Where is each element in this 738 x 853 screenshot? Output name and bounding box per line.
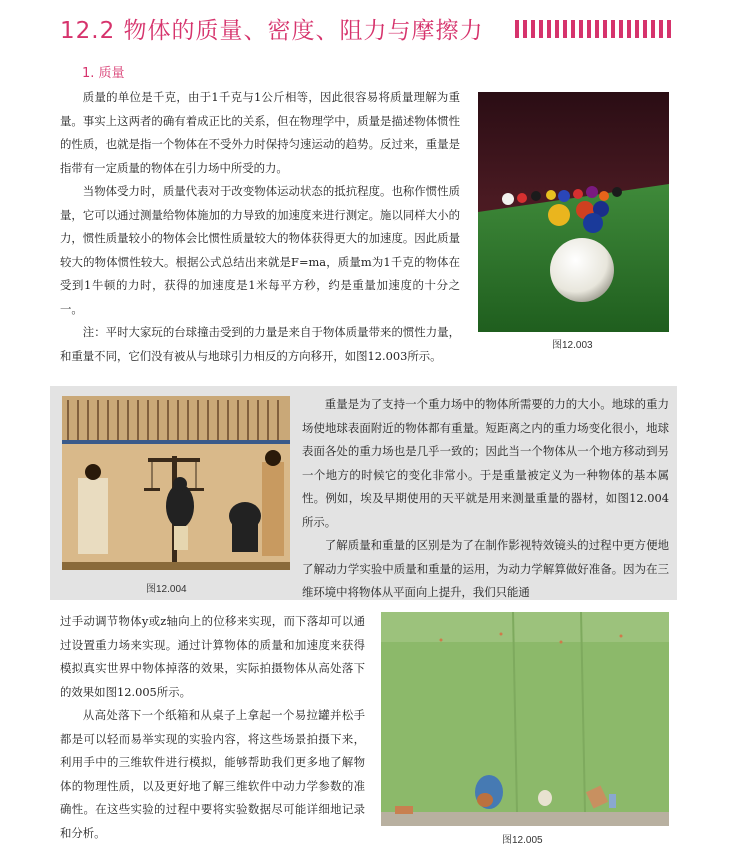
drop-test-illustration — [381, 612, 669, 826]
paragraph: 过手动调节物体y或z轴向上的位移来实现，而下落却可以通过设置重力场来实现。通过计算物体的质量和加速度来获得模拟真实世界中物体掉落的效果，实际拍摄物体从高处落下的效果如图12.005所示。 — [60, 614, 365, 699]
bottom-text-column — [60, 610, 365, 845]
title-decoration-bars — [515, 20, 675, 38]
billiards-illustration — [478, 92, 669, 332]
egyptian-papyrus-photo — [62, 396, 290, 570]
figure-caption: 图12.004 — [146, 584, 187, 595]
paragraph: 重量是为了支持一个重力场中的物体所需要的力的大小。地球的重力场使地球表面附近的物体都有重量。短距离之内的重力场变化很小，地球表面各处的重力场也是几乎一致的；因此当一个物体从一个地方移动到另一个地方的时候它的变化非常小。于是重量被定义为一种物体的基本属性。例如，埃及早期使用的天平就是用来测量重量的器材，如图12.004所示。 — [302, 397, 669, 529]
paragraph: 了解质量和重量的区别是为了在制作影视特效镜头的过程中更方便地了解动力学实验中质量和重量的运用，为动力学解算做好准备。因为在三维环境中将物体从平面向上提升，我们只能通 — [302, 538, 669, 599]
green-screen-photo — [381, 612, 669, 826]
egyptian-scale-illustration — [62, 396, 290, 570]
figure-caption: 图12.005 — [502, 835, 543, 846]
figure-caption: 图12.003 — [552, 340, 593, 351]
billiards-photo — [478, 92, 669, 332]
band-text-column — [302, 393, 669, 605]
paragraph: 注：平时大家玩的台球撞击受到的力量是来自于物体质量带来的惯性力量，和重量不同，它们没有被从与地球引力相反的方向移开，如图12.003所示。 — [60, 325, 460, 363]
section-title: 12.2 物体的质量、密度、阻力与摩擦力 — [60, 18, 484, 44]
subsection-title: 1. 质量 — [82, 66, 125, 81]
top-text-column — [60, 86, 460, 368]
paragraph: 质量的单位是千克，由于1千克与1公斤相等，因此很容易将质量理解为重量。事实上这两者的确有着成正比的关系，但在物理学中，质量是描述物体惯性的性质，也就是指一个物体在不受外力时保持匀速运动的趋势。反过来，重量是指带有一定质量的物体在引力场中所受的力。 — [60, 90, 460, 175]
paragraph: 当物体受力时，质量代表对于改变物体运动状态的抵抗程度。也称作惯性质量，它可以通过测量给物体施加的力导致的加速度来进行测定。施以同样大小的力，惯性质量较小的物体会比惯性质量较大的物体获得更大的加速度。因此质量较大的物体惯性较大。根据公式总结出来就是F=ma，质量m为1千克的物体在受到1牛顿的力时，获得的加速度是1米每平方秒，约是重量加速度的十分之一。 — [60, 184, 460, 316]
paragraph: 从高处落下一个纸箱和从桌子上拿起一个易拉罐并松手都是可以轻而易举实现的实验内容，将这些场景拍摄下来，利用手中的三维软件进行模拟，能够帮助我们更多地了解物体的物理性质，以及更好地了解三维软件中动力学参数的准确性。在这些实验的过程中要将实验数据尽可能详细地记录和分析。 — [60, 708, 365, 840]
